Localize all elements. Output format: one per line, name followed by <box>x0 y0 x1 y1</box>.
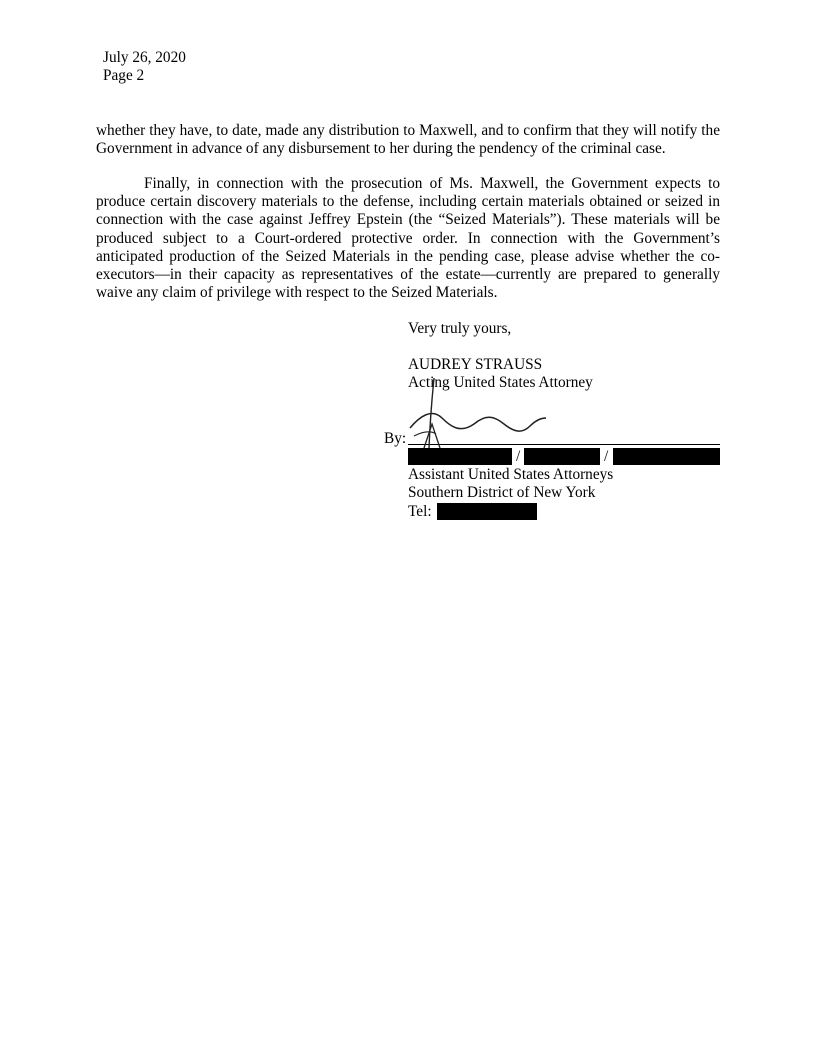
redaction-bar <box>524 448 600 465</box>
attorney-details <box>408 466 613 521</box>
signatory-title: Acting United States Attorney <box>408 374 593 392</box>
name-separator: / <box>516 448 521 465</box>
office-name: Southern District of New York <box>408 484 596 502</box>
signatory-name: AUDREY STRAUSS <box>408 356 543 373</box>
paragraph-2: Finally, in connection with the prosecution of Ms. Maxwell, the Government expects to produce certain discovery materials to the defense, including certain materials obtained or seized in connection with the case against Jeffrey Epstein (the “Seized Materials”). These materials will be produced subject to a Court-ordered protective order. In connection with the Government’s anticipated production of the Seized Materials in the pending case, please advise whether the co-executors—in their capacity as representatives of the estate—currently are prepared to generally waive any claim of privilege with respect to the Seized Materials. <box>96 175 720 302</box>
by-label: By: <box>384 430 407 447</box>
handwritten-signature <box>396 378 556 452</box>
paragraph-1: whether they have, to date, made any distribution to Maxwell, and to confirm that they will notify the Government in advance of any disbursement to her during the pendency of the criminal case. <box>96 122 720 158</box>
tel-label: Tel: <box>408 502 432 520</box>
name-separator: / <box>604 448 609 465</box>
redacted-attorney-names <box>408 448 720 465</box>
redaction-bar <box>437 503 537 520</box>
redaction-bar <box>613 448 720 465</box>
closing-salutation: Very truly yours, <box>408 320 512 337</box>
letter-header <box>103 49 186 85</box>
attorney-role: Assistant United States Attorneys <box>408 466 614 483</box>
telephone-row <box>408 503 613 521</box>
page-number: Page 2 <box>103 67 145 84</box>
redaction-bar <box>408 448 512 465</box>
letter-date: July 26, 2020 <box>103 49 186 66</box>
